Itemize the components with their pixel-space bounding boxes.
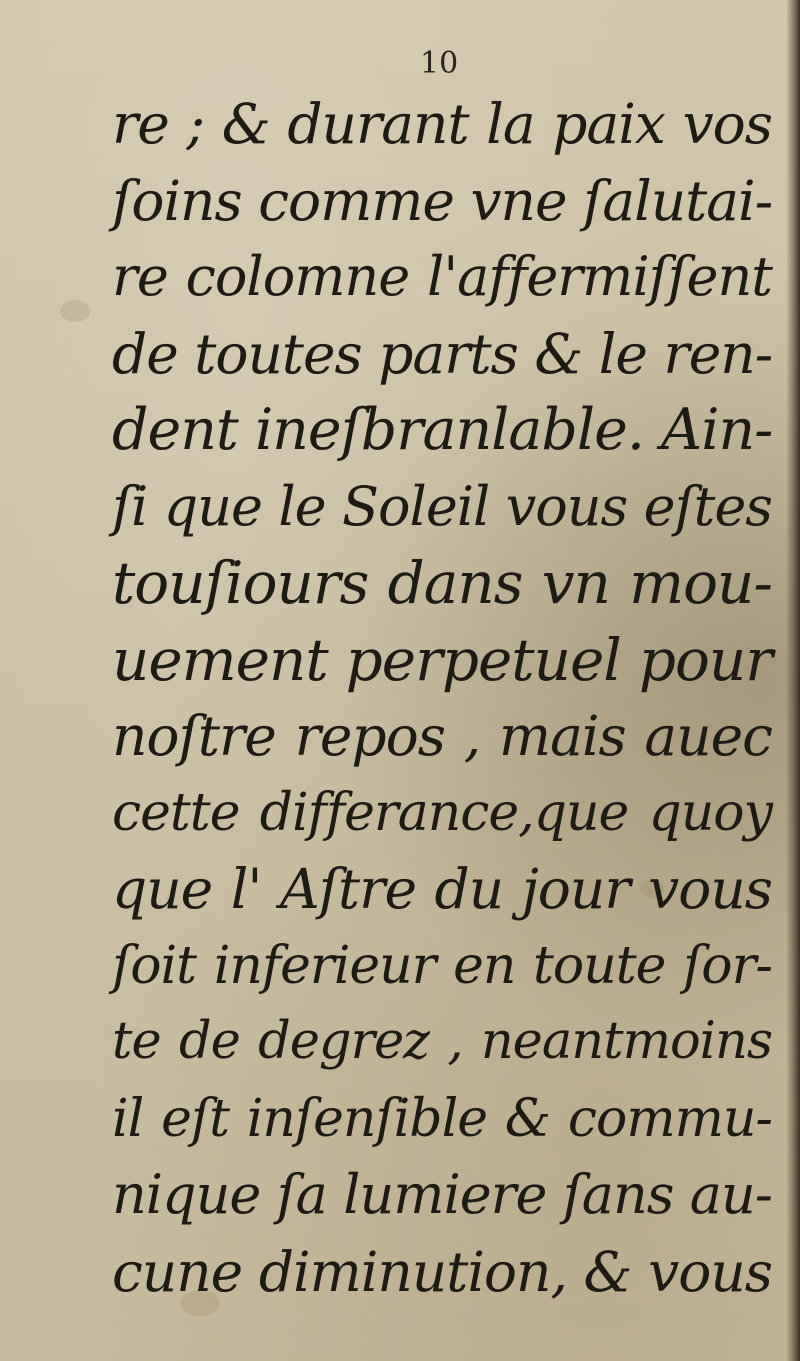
text-line: que l' Aſtre du jour vous (112, 857, 772, 921)
text-line: cune diminution, & vous (112, 1239, 772, 1304)
text-line: touſiours dans vn mou- (112, 549, 772, 617)
binding-edge (786, 0, 800, 1361)
text-line: nique ſa lumiere ſans au- (112, 1163, 772, 1226)
text-line: noſtre repos , mais auec (112, 704, 772, 768)
page-number: 10 (420, 46, 459, 81)
text-line: il eſt inſenſible & commu- (112, 1088, 772, 1149)
body-text (112, 86, 772, 1310)
foxing-spot (60, 300, 90, 322)
text-line: cette differance,que quoy (112, 782, 772, 843)
text-line: re colomne l'affermiſſent (112, 245, 772, 308)
text-line: te de degrez , neantmoins (112, 1012, 772, 1071)
text-line: ſi que le Soleil vous eſtes (112, 474, 772, 538)
text-line: re ; & durant la paix vos (112, 92, 772, 156)
text-line: dent ineſbranlable. Ain- (112, 397, 773, 463)
text-line: uement perpetuel pour (112, 625, 772, 694)
text-line: de toutes parts & le ren- (112, 321, 773, 386)
text-line: ſoins comme vne ſalutai- (112, 168, 773, 233)
text-line: ſoit inferieur en toute ſor- (112, 935, 772, 996)
